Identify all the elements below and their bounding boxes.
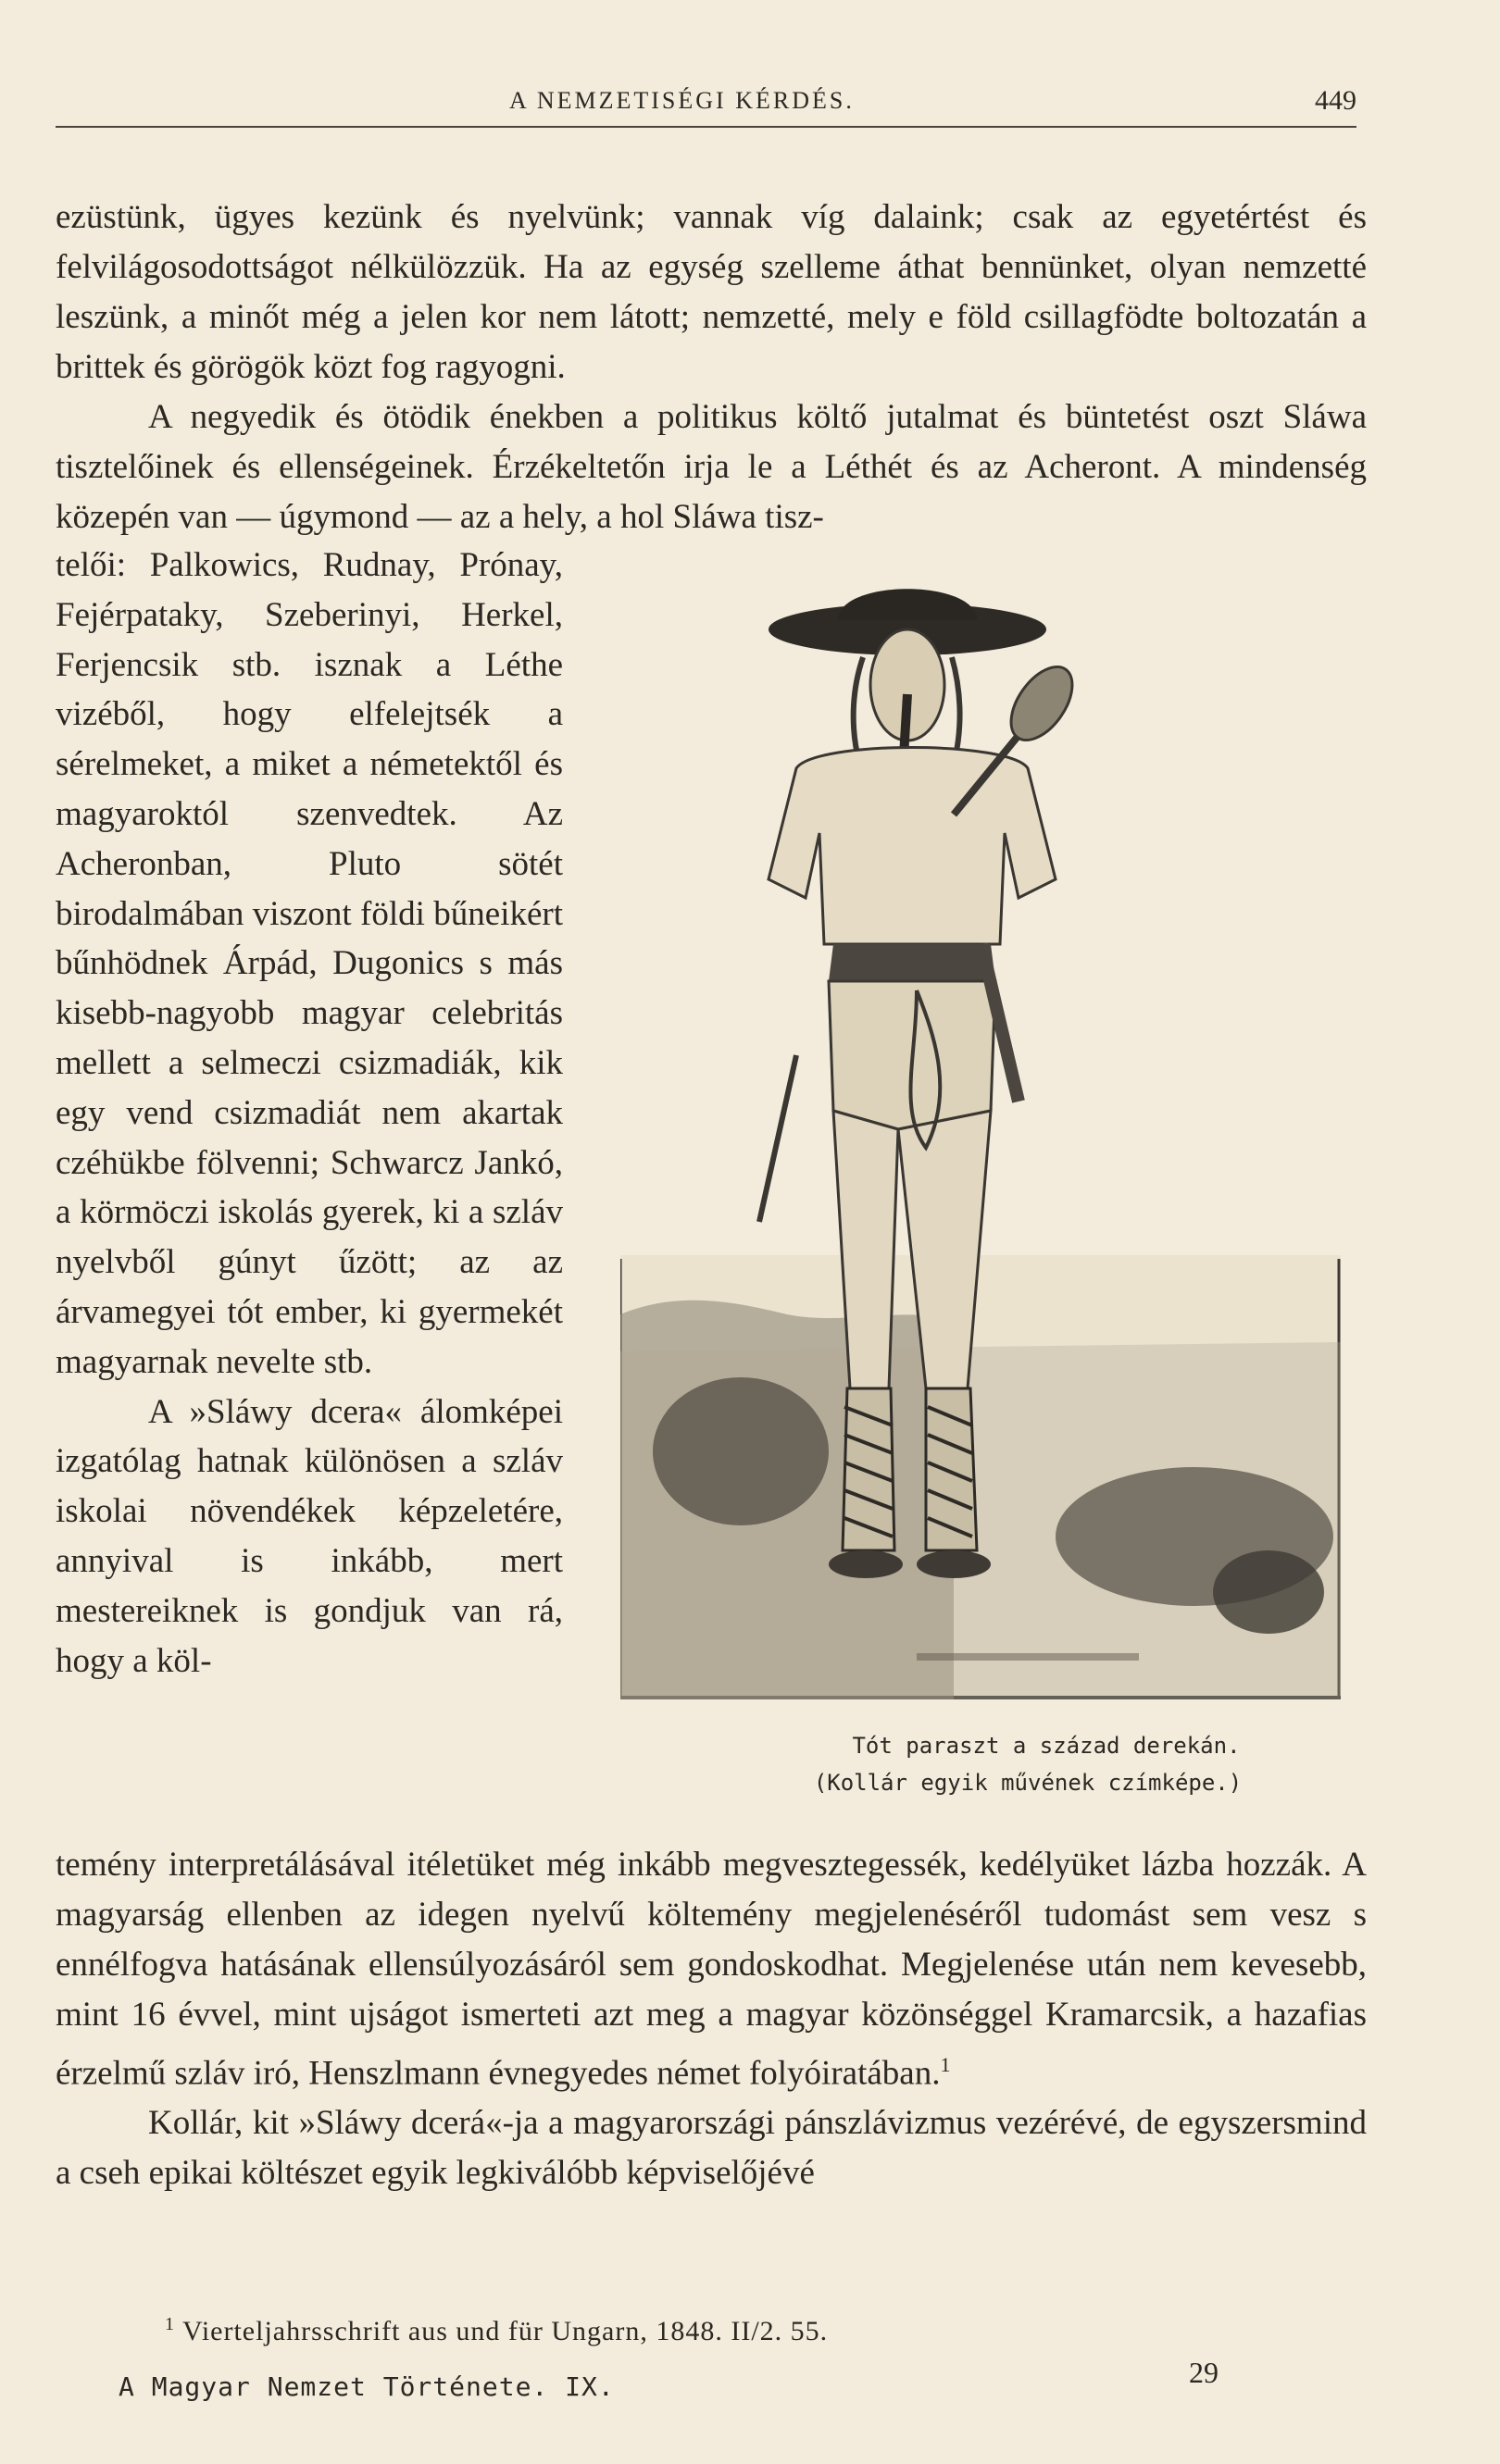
paragraph-2-text: A negyedik és ötödik énekben a politikus költő jutalmat és büntetést oszt Sláwa tisztelőinek és ellenségeinek. Érzékeltetőn irja le a Léthét és az Acheront. A mindenség közepén van — úgymond — az a hely, a hol Sláwa tisz-: [56, 398, 1367, 536]
footnote-marker: 1: [165, 2314, 175, 2334]
paragraph-3-continued: [56, 1840, 1367, 2198]
running-title: A NEMZETISÉGI KÉRDÉS.: [509, 87, 855, 114]
paragraph-1-text: ezüstünk, ügyes kezünk és nyelvünk; vannak víg dalaink; csak az egyetértést és felvilágosodottságot nélkülözzük. Ha az egység szelleme áthat bennünket, olyan nemzetté leszünk, a minőt még a jelen kor nem látott; nemzetté, mely e föld csillagfödte boltozatán a brittek és görögök közt fog ragyogni.: [56, 198, 1367, 386]
paragraph-1: [56, 193, 1367, 542]
caption-title: Tót paraszt a század derekán.: [852, 1733, 1241, 1759]
paragraph-4-text: Kollár, kit »Sláwy dcerá«-ja a magyarországi pánszlávizmus vezérévé, de egyszersmind a cseh epikai költészet egyik legkiválóbb képviselőjévé: [56, 2104, 1367, 2193]
figure-caption: [722, 1727, 1370, 1801]
paragraph-3-body: temény interpretálásával itéletüket még inkább megvesztegessék, kedélyüket lázba hozzák. A magyarság ellenben az idegen nyelvű költemény megjelenéséről tudomást sem vesz s ennélfogva hatásának ellensúlyozásáról sem gondoskodhat. Megjelenése után nem kevesebb, mint 16 évvel, mint ujságot ismerteti azt meg a magyar közönséggel Kramarcsik, a hazafias érzelmű szláv iró, Henszlmann évnegyedes német folyóiratában.: [56, 1846, 1367, 2093]
paragraph-3-start: A »Sláwy dcera« álomképei izgatólag hatnak különösen a szláv iskolai növendékek képzeletére, annyival is inkább, mert mestereiknek is gondjuk van rá, hogy a köl-: [56, 1392, 563, 1680]
paragraph-2-continued: telői: Palkowics, Rudnay, Prónay, Fejérpataky, Szeberinyi, Herkel, Ferjencsik stb. isznak a Léthe vizéből, hogy elfelejtsék a sérelmeket, a miket a németektől és magyaroktól szenvedtek. Az Acheronban, Pluto sötét birodalmában viszont földi bűneikért bűnhödnek Árpád, Dugonics s más kisebb-nagyobb magyar celebritás mellett a selmeczi csizmadiák, kik egy vend csizmadiát nem akartak czéhükbe fölvenni; Schwarcz Jankó, a körmöczi iskolás gyerek, ki a szláv nyelvből gúnyt űzött; az az árvamegyei tót ember, ki gyermekét magyarnak nevelte stb.: [56, 546, 563, 1381]
footer-sheet-number: 29: [1189, 2356, 1219, 2389]
footer-book-title: A Magyar Nemzet Története. IX.: [119, 2371, 615, 2402]
text-column: [56, 541, 563, 1686]
illustration-image: [620, 574, 1341, 1699]
footnote-text: Vierteljahrsschrift aus und für Ungarn, 1848. II/2. 55.: [181, 2316, 829, 2346]
caption-source: (Kollár egyik művének czímképe.): [813, 1770, 1243, 1796]
illustration: [620, 574, 1341, 1699]
running-header: [56, 85, 1356, 128]
paragraph-3-text: [56, 1840, 1367, 2098]
page-number: 449: [1315, 85, 1356, 116]
footnote-reference: 1: [940, 2053, 951, 2076]
footnote: [165, 2314, 828, 2347]
